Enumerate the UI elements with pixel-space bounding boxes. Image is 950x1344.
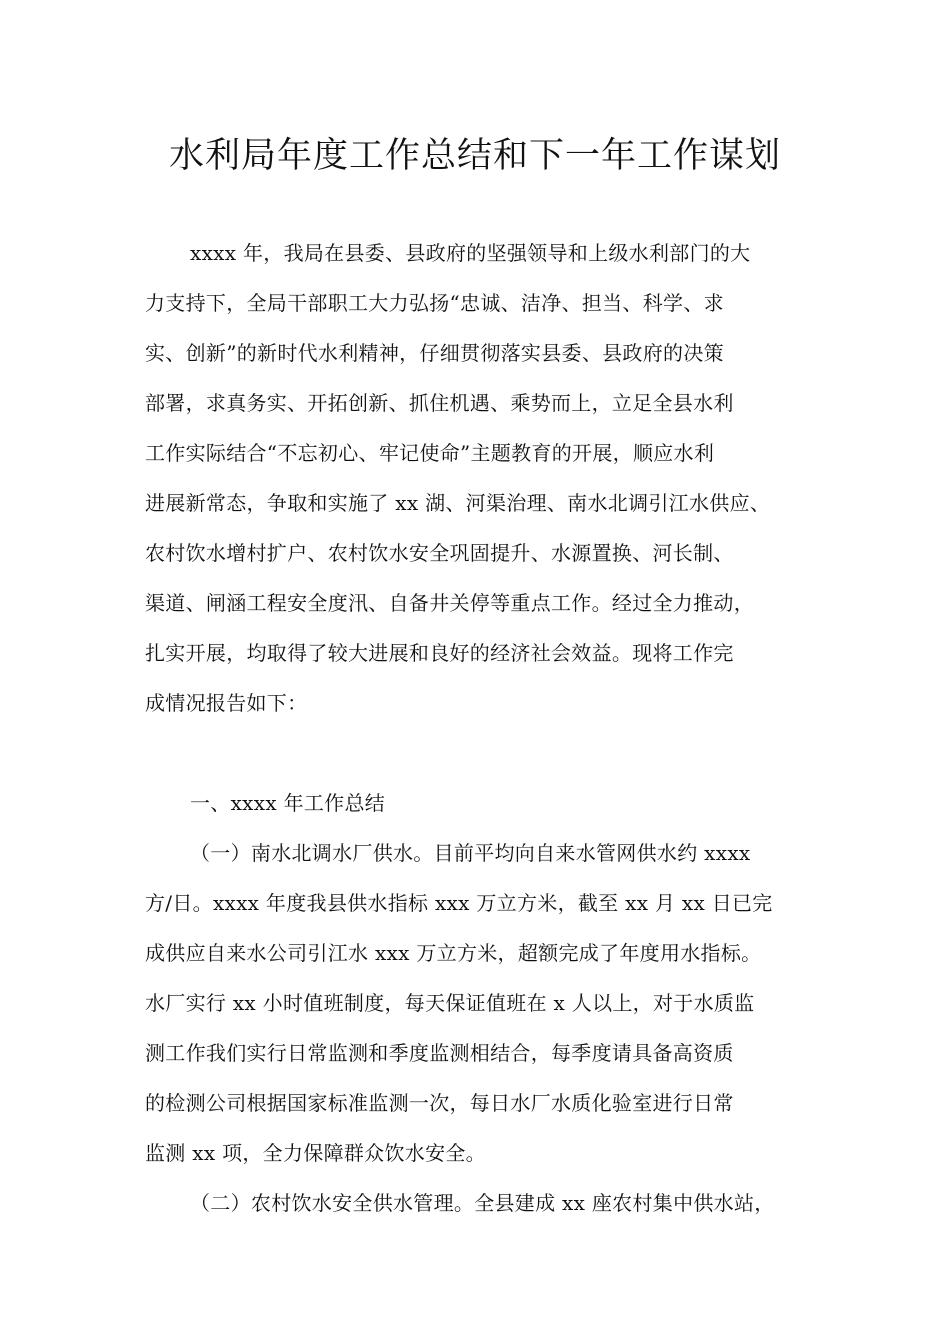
intro-line-9: 扎实开展，均取得了较大进展和良好的经济社会效益。现将工作完 xyxy=(145,641,734,665)
intro-line-3: 实、创新”的新时代水利精神，仔细贯彻落实县委、县政府的决策 xyxy=(145,341,724,365)
page-title: 水利局年度工作总结和下一年工作谋划 xyxy=(168,136,781,176)
intro-line-1: xxxx 年，我局在县委、县政府的坚强领导和上级水利部门的大 xyxy=(190,241,751,265)
intro-line-2: 力支持下，全局干部职工大力弘扬“忠诚、洁净、担当、科学、求 xyxy=(145,291,724,315)
item1-line-5: 测工作我们实行日常监测和季度监测相结合，每季度请具备高资质 xyxy=(145,1041,734,1065)
item1-line-4: 水厂实行 xx 小时值班制度，每天保证值班在 x 人以上，对于水质监 xyxy=(145,991,755,1015)
intro-line-5: 工作实际结合“不忘初心、牢记使命”主题教育的开展，顺应水利 xyxy=(145,441,715,465)
item1-line-3: 成供应自来水公司引江水 xxx 万立方米，超额完成了年度用水指标。 xyxy=(145,941,762,965)
item1-line-6: 的检测公司根据国家标准监测一次，每日水厂水质化验室进行日常 xyxy=(145,1091,734,1115)
section-heading: 一、xxxx 年工作总结 xyxy=(190,791,386,815)
intro-line-6: 进展新常态，争取和实施了 xx 湖、河渠治理、南水北调引江水供应、 xyxy=(145,491,771,515)
intro-line-7: 农村饮水增村扩户、农村饮水安全巩固提升、水源置换、河长制、 xyxy=(145,541,734,565)
item1-line-7: 监测 xx 项，全力保障群众饮水安全。 xyxy=(145,1141,486,1165)
item2-line-1: （二）农村饮水安全供水管理。全县建成 xx 座农村集中供水站， xyxy=(190,1191,775,1215)
item1-line-1: （一）南水北调水厂供水。目前平均向自来水管网供水约 xxxx xyxy=(190,841,751,865)
intro-line-4: 部署，求真务实、开拓创新、抓住机遇、乘势而上，立足全县水利 xyxy=(145,391,734,415)
intro-line-8: 渠道、闸涵工程安全度汛、自备井关停等重点工作。经过全力推动， xyxy=(145,591,754,615)
item1-line-2: 方/日。xxxx 年度我县供水指标 xxx 万立方米，截至 xx 月 xx 日已完 xyxy=(145,891,773,915)
intro-line-10: 成情况报告如下： xyxy=(145,691,308,715)
